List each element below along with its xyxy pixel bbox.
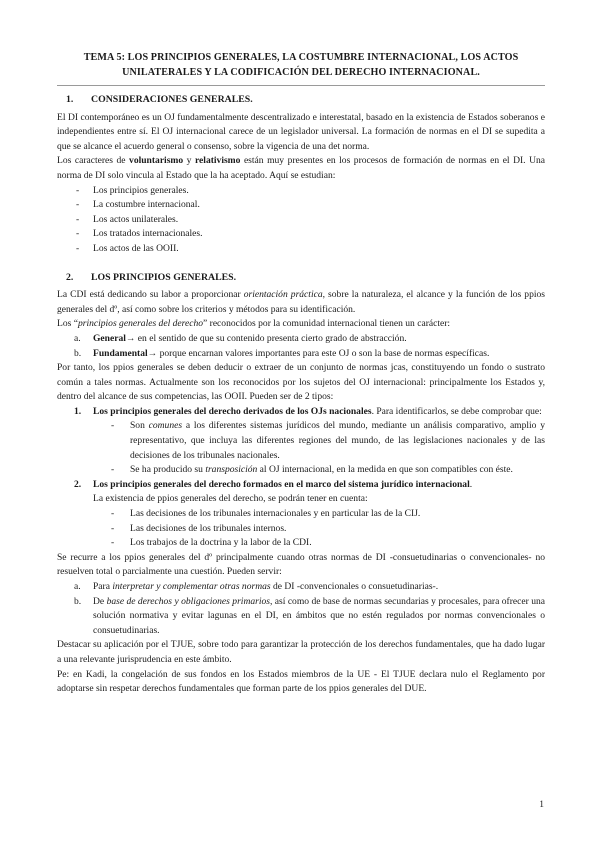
- text-run: . Para identificarlos, se debe comprobar que:: [371, 405, 542, 417]
- title-line-2: UNILATERALES Y LA CODIFICACIÓN DEL DERECHO INTERNACIONAL.: [122, 67, 480, 78]
- text-run: Los caracteres de: [57, 155, 130, 167]
- s2-paragraph-2: [57, 317, 545, 332]
- text-run: al OJ internacional, en la medida en que son compatibles con éste.: [257, 464, 513, 476]
- title-line-1: TEMA 5: LOS PRINCIPIOS GENERALES, LA COSTUMBRE INTERNACIONAL, LOS ACTOS: [83, 52, 519, 63]
- s2-paragraph-6: Pe: en Kadi, la congelación de sus fondos en los Estados miembros de la UE - El TJUE declara nulo el Reglamento por adoptarse sin respetar derechos fundamentales que forman parte de los ppios generales del DUE.: [57, 668, 545, 695]
- s2-paragraph-4: Se recurre a los ppios generales del dº principalmente cuando otras normas de DI -consuetudinarias o convencionales- no resuelven total o parcialmente una cuestión. Pueden servir:: [57, 551, 545, 578]
- italic-term: base de derechos y obligaciones primarios: [106, 595, 270, 607]
- bold-term: General: [93, 332, 126, 344]
- bold-term: Fundamental: [93, 347, 148, 359]
- list-item: - Los actos de las OOII.: [57, 242, 545, 257]
- list-marker: a.: [74, 332, 81, 344]
- list-item: - Los trabajos de la doctrina y la labor de la CDI.: [93, 536, 545, 551]
- document-title: [57, 50, 545, 86]
- list-item: [57, 347, 545, 362]
- s1-paragraph-1: El DI contemporáneo es un OJ fundamentalmente descentralizado e interestatal, basado en la existencia de Estados soberanos e independientes entre sí. El OJ internacional carece de un legislador universal. La formación de normas en el DI se supedita a que se alcance el acuerdo general o consenso, sobre la vigencia de una det norma.: [57, 111, 545, 152]
- section-2-heading: [57, 271, 545, 286]
- text-run: están muy presentes en los procesos de formación de normas en el DI. Una norma de DI solo vincula al Estado que la ha aceptado. Aquí se estudian:: [57, 155, 545, 181]
- s2-paragraph-3: Por tanto, los ppios generales se deben deducir o extraer de un conjunto de normas jcas, constituyendo un fondo o sustrato común a tales normas. Actualmente son los reconocidos por los sujetos del OJ internacional: principalmente los Estados y, dentro del alcance de sus competencias, las OOII. Pueden ser de 2 tipos:: [57, 362, 545, 403]
- list-marker: a.: [74, 581, 81, 592]
- s1-paragraph-2: [57, 154, 545, 183]
- arrow-icon: →: [125, 332, 136, 344]
- list-item: - Los tratados internacionales.: [57, 227, 545, 242]
- list-item: - Las decisiones de los tribunales internos.: [93, 522, 545, 537]
- list-item: - La costumbre internacional.: [57, 198, 545, 213]
- list-item: [57, 332, 545, 347]
- s2-types-list: [57, 405, 545, 551]
- type-2-intro: La existencia de ppios generales del derecho, se podrán tener en cuenta:: [93, 493, 368, 505]
- bold-term-relativismo: relativismo: [194, 155, 241, 167]
- type-item-1: [57, 405, 545, 478]
- s1-sources-list: [57, 184, 545, 257]
- bold-term: Los principios generales del derecho derivados de los OJs nacionales: [93, 405, 372, 417]
- section-1-number: 1.: [66, 94, 74, 105]
- list-item: [93, 419, 545, 463]
- s2-paragraph-1: [57, 288, 545, 317]
- text-run: ” reconocidos por la comunidad internacional tienen un carácter:: [203, 318, 451, 330]
- spacer: [57, 257, 545, 271]
- list-marker: 1.: [74, 405, 82, 417]
- text-run: La CDI está dedicando su labor a proporcionar: [57, 289, 244, 301]
- s2-uses-list: [57, 580, 545, 638]
- text-run: porque encarnan valores importantes para este OJ o son la base de normas específicas.: [157, 347, 490, 359]
- italic-term: orientación práctica: [243, 289, 323, 301]
- type-2-sources: [93, 507, 545, 551]
- text-run: en el sentido de que su contenido presenta cierto grado de abstracción.: [135, 332, 407, 344]
- text-run: Los “: [57, 318, 78, 330]
- list-marker: b.: [74, 347, 82, 359]
- type-item-2: [57, 478, 545, 551]
- s2-paragraph-5: Destacar su aplicación por el TJUE, sobre todo para garantizar la protección de los derechos fundamentales, que ha dado lugar a una relevante jurisprudencia en este ámbito.: [57, 639, 545, 665]
- list-marker: 2.: [74, 478, 82, 490]
- section-2-title: LOS PRINCIPIOS GENERALES.: [91, 271, 237, 283]
- section-1-title: CONSIDERACIONES GENERALES.: [91, 94, 253, 105]
- text-run: Son: [130, 420, 149, 432]
- page-number: 1: [539, 800, 544, 810]
- list-item: [93, 463, 545, 478]
- text-run: De: [93, 595, 107, 607]
- italic-term: interpretar y complementar otras normas: [112, 581, 271, 592]
- text-run: , así como de base de normas secundarias y procesales, para ofrecer una solución normativa y evitar lagunas en el DI, en ámbitos que no estén regulados por normas convencionales o consuetudinarias.: [93, 595, 545, 636]
- text-run: .: [469, 478, 473, 490]
- italic-term: transposición: [205, 464, 258, 476]
- section-2-number: 2.: [66, 271, 74, 283]
- text-run: a los diferentes sistemas jurídicos del mundo, mediante un análisis comparativo, amplio y representativo, que incluya las diferentes regiones del mundo, de las legislaciones nacionales y de las decisiones de los tribunales nacionales.: [130, 420, 546, 461]
- bold-term-voluntarismo: voluntarismo: [129, 155, 184, 167]
- text-run: Se ha producido su: [130, 464, 206, 476]
- text-run: de DI -convencionales o consuetudinarias-.: [270, 581, 439, 592]
- type-1-criteria: [93, 419, 545, 477]
- text-run: Para: [93, 581, 113, 592]
- section-1-heading: [57, 93, 545, 108]
- italic-term: comunes: [148, 420, 183, 432]
- bold-term: Los principios generales del derecho formados en el marco del sistema jurídico internacional: [93, 478, 470, 490]
- list-item: - Las decisiones de los tribunales internacionales y en particular las de la CIJ.: [93, 507, 545, 522]
- text-run: y: [183, 155, 195, 167]
- arrow-icon: →: [147, 347, 158, 359]
- list-item: - Los actos unilaterales.: [57, 213, 545, 228]
- italic-term: principios generales del derecho: [77, 318, 204, 330]
- text-run: , sobre la naturaleza, el alcance y la función de los ppios generales del dº, así como sobre los criterios y métodos para su identificación.: [57, 289, 545, 315]
- list-item: [57, 595, 545, 639]
- list-item: [57, 580, 545, 595]
- list-marker: b.: [74, 595, 82, 607]
- s2-character-list: [57, 332, 545, 361]
- list-item: - Los principios generales.: [57, 184, 545, 199]
